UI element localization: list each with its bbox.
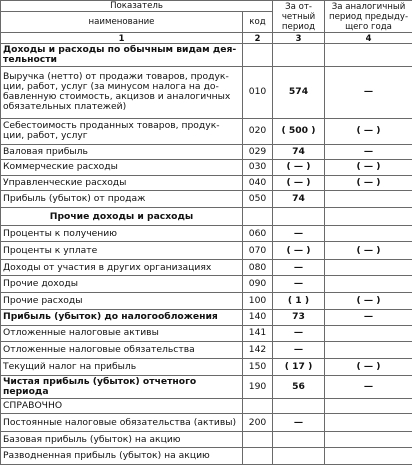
row-current-value: — xyxy=(273,342,325,358)
row-name: Разводненная прибыль (убыток) на акцию xyxy=(1,448,243,465)
row-previous-value: ( — ) xyxy=(325,358,412,376)
row-previous-value: — xyxy=(325,67,412,119)
row-code xyxy=(243,431,273,447)
indicator-header: Показатель xyxy=(1,1,273,12)
code-header: код xyxy=(243,12,273,33)
row-code xyxy=(243,399,273,414)
col-number-4: 4 xyxy=(325,33,412,44)
col-number-2: 2 xyxy=(243,33,273,44)
current-period-header: За от-четный период xyxy=(273,1,325,33)
row-current-value: ( 17 ) xyxy=(273,358,325,376)
table-row xyxy=(1,342,412,358)
table-row xyxy=(1,358,412,376)
row-current-value: ( 1 ) xyxy=(273,292,325,310)
row-code: 040 xyxy=(243,175,273,190)
row-code: 010 xyxy=(243,67,273,119)
row-name: Проценты к получению xyxy=(1,225,243,241)
table-row xyxy=(1,208,412,226)
row-current-value xyxy=(273,448,325,465)
col-number-3: 3 xyxy=(273,33,325,44)
row-current-value xyxy=(273,44,325,67)
row-code: 070 xyxy=(243,242,273,260)
table-row xyxy=(1,160,412,175)
table-row xyxy=(1,325,412,341)
row-previous-value: — xyxy=(325,376,412,399)
row-previous-value xyxy=(325,276,412,292)
row-current-value: ( 500 ) xyxy=(273,118,325,144)
row-current-value xyxy=(273,431,325,447)
row-previous-value xyxy=(325,44,412,67)
row-current-value: 73 xyxy=(273,310,325,325)
table-row xyxy=(1,225,412,241)
table-row xyxy=(1,242,412,260)
row-previous-value: ( — ) xyxy=(325,292,412,310)
table-row xyxy=(1,118,412,144)
table-row xyxy=(1,44,412,67)
row-name: Текущий налог на прибыль xyxy=(1,358,243,376)
row-code: 190 xyxy=(243,376,273,399)
table-row xyxy=(1,144,412,159)
col-number-1: 1 xyxy=(1,33,243,44)
row-code: 050 xyxy=(243,190,273,208)
row-code: 029 xyxy=(243,144,273,159)
row-current-value: 74 xyxy=(273,144,325,159)
table-row xyxy=(1,376,412,399)
row-current-value xyxy=(273,399,325,414)
table-row xyxy=(1,292,412,310)
row-current-value: — xyxy=(273,325,325,341)
row-code: 140 xyxy=(243,310,273,325)
row-name: Управленческие расходы xyxy=(1,175,243,190)
row-name: Прочие расходы xyxy=(1,292,243,310)
row-name: Коммерческие расходы xyxy=(1,160,243,175)
row-name: Прибыль (убыток) до налогообложения xyxy=(1,310,243,325)
row-code: 020 xyxy=(243,118,273,144)
row-previous-value xyxy=(325,190,412,208)
table-row xyxy=(1,67,412,119)
row-current-value: — xyxy=(273,259,325,275)
row-previous-value: ( — ) xyxy=(325,175,412,190)
row-current-value: — xyxy=(273,414,325,432)
row-code: 200 xyxy=(243,414,273,432)
row-previous-value xyxy=(325,259,412,275)
row-current-value: 574 xyxy=(273,67,325,119)
row-previous-value xyxy=(325,342,412,358)
row-name: Доходы от участия в других организациях xyxy=(1,259,243,275)
row-name: Прочие доходы xyxy=(1,276,243,292)
row-code: 030 xyxy=(243,160,273,175)
row-current-value: ( — ) xyxy=(273,242,325,260)
row-code: 142 xyxy=(243,342,273,358)
row-previous-value: — xyxy=(325,144,412,159)
row-previous-value xyxy=(325,325,412,341)
row-name: Чистая прибыль (убыток) отчетного периода xyxy=(1,376,243,399)
name-header: наименование xyxy=(1,12,243,33)
row-code: 090 xyxy=(243,276,273,292)
row-current-value: 74 xyxy=(273,190,325,208)
row-code: 060 xyxy=(243,225,273,241)
row-previous-value xyxy=(325,448,412,465)
row-previous-value xyxy=(325,414,412,432)
row-code: 080 xyxy=(243,259,273,275)
row-current-value xyxy=(273,208,325,226)
header-row-top xyxy=(1,1,412,12)
table-row xyxy=(1,414,412,432)
table-row xyxy=(1,175,412,190)
row-current-value: — xyxy=(273,276,325,292)
row-code: 100 xyxy=(243,292,273,310)
row-previous-value: — xyxy=(325,310,412,325)
table-row xyxy=(1,448,412,465)
row-name: Базовая прибыль (убыток) на акцию xyxy=(1,431,243,447)
row-current-value: 56 xyxy=(273,376,325,399)
row-previous-value: ( — ) xyxy=(325,242,412,260)
row-code xyxy=(243,208,273,226)
table-row xyxy=(1,431,412,447)
row-previous-value xyxy=(325,431,412,447)
row-current-value: — xyxy=(273,225,325,241)
row-code: 141 xyxy=(243,325,273,341)
row-current-value: ( — ) xyxy=(273,175,325,190)
table-row xyxy=(1,259,412,275)
row-name: Проценты к уплате xyxy=(1,242,243,260)
table-body xyxy=(1,44,412,465)
table-row xyxy=(1,190,412,208)
row-name: Себестоимость проданных товаров, продук-ции, работ, услуг xyxy=(1,118,243,144)
row-name: СПРАВОЧНО xyxy=(1,399,243,414)
row-code xyxy=(243,44,273,67)
column-number-row xyxy=(1,33,412,44)
table-row xyxy=(1,310,412,325)
row-previous-value: ( — ) xyxy=(325,160,412,175)
table-row xyxy=(1,276,412,292)
row-name: Отложенные налоговые обязательства xyxy=(1,342,243,358)
table-row xyxy=(1,399,412,414)
row-code xyxy=(243,448,273,465)
row-code: 150 xyxy=(243,358,273,376)
previous-period-header: За аналогичный период предыду-щего года xyxy=(325,1,412,33)
row-name: Прибыль (убыток) от продаж xyxy=(1,190,243,208)
row-name: Прочие доходы и расходы xyxy=(1,208,243,226)
row-previous-value xyxy=(325,225,412,241)
row-previous-value xyxy=(325,399,412,414)
row-name: Отложенные налоговые активы xyxy=(1,325,243,341)
row-current-value: ( — ) xyxy=(273,160,325,175)
row-name: Доходы и расходы по обычным видам дея-тельности xyxy=(1,44,243,67)
row-name: Выручка (нетто) от продажи товаров, продук-ции, работ, услуг (за минусом налога на до-бавленную стоимость, акцизов и аналогичных обязательных платежей) xyxy=(1,67,243,119)
row-name: Валовая прибыль xyxy=(1,144,243,159)
row-previous-value: ( — ) xyxy=(325,118,412,144)
row-name: Постоянные налоговые обязательства (активы) xyxy=(1,414,243,432)
row-previous-value xyxy=(325,208,412,226)
